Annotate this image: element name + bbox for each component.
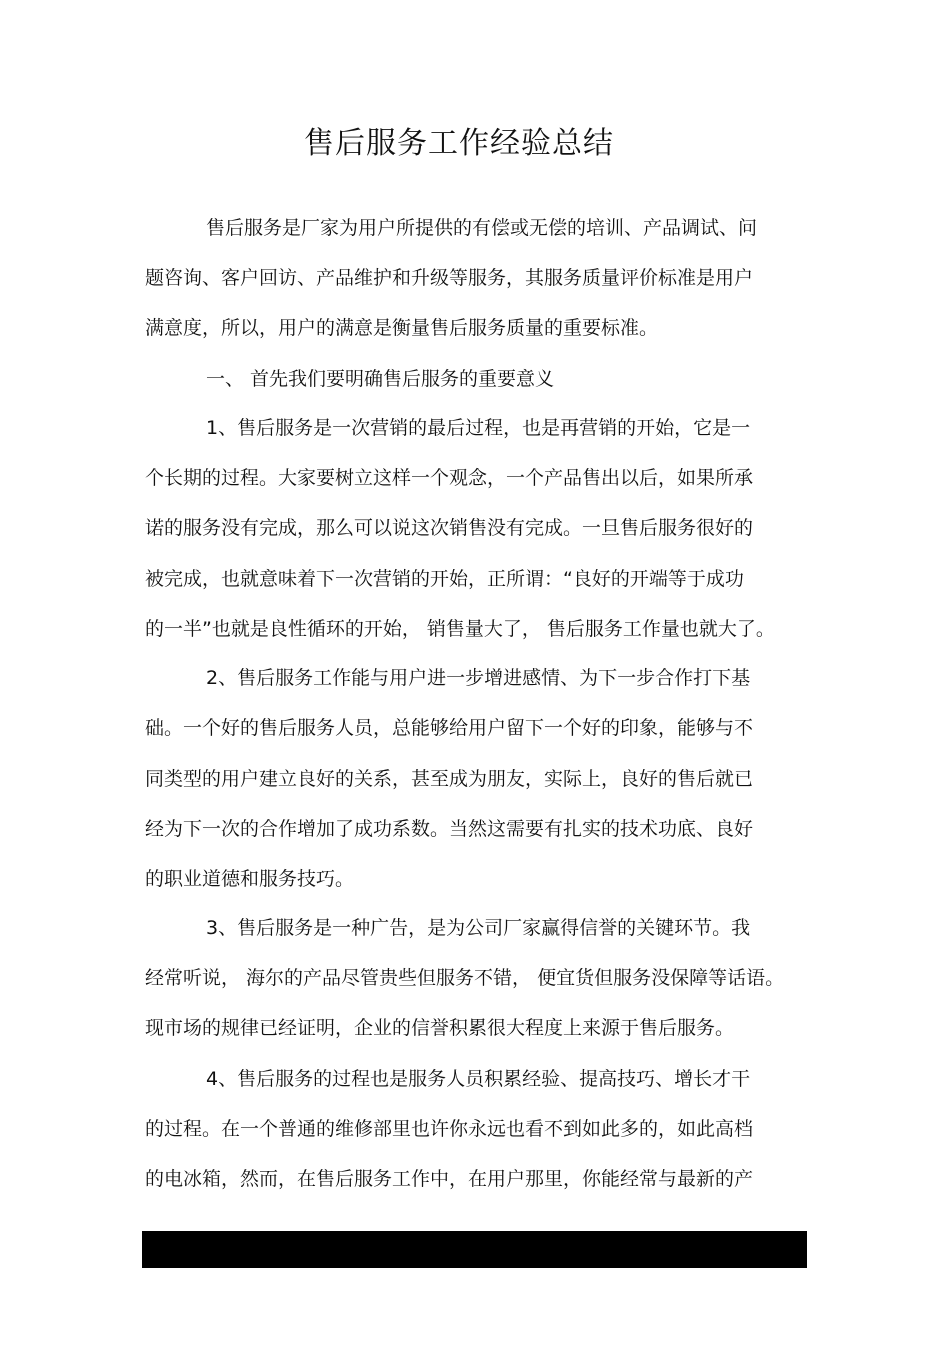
paragraph-line: 个长期的过程。大家要树立这样一个观念，一个产品售出以后，如果所承 — [145, 467, 754, 489]
paragraph-line: 被完成，也就意味着下一次营销的开始，正所谓：“良好的开端等于成功 — [145, 568, 744, 590]
paragraph-line: 的一半”也就是良性循环的开始， 销售量大了， 售后服务工作量也就大了。 — [145, 618, 775, 640]
paragraph-line: 的电冰箱，然而，在售后服务工作中，在用户那里，你能经常与最新的产 — [145, 1168, 754, 1190]
document-title: 售后服务工作经验总结 — [304, 126, 614, 161]
paragraph-line: 满意度，所以，用户的满意是衡量售后服务质量的重要标准。 — [145, 317, 659, 339]
paragraph-line: 的过程。在一个普通的维修部里也许你永远也看不到如此多的，如此高档 — [145, 1118, 754, 1140]
paragraph-line: 3、售后服务是一种广告，是为公司厂家赢得信誉的关键环节。我 — [206, 917, 751, 939]
paragraph-line: 础。一个好的售后服务人员，总能够给用户留下一个好的印象，能够与不 — [145, 717, 754, 739]
paragraph-line: 现市场的规律已经证明，企业的信誉积累很大程度上来源于售后服务。 — [145, 1017, 735, 1039]
footer-bar — [142, 1231, 807, 1268]
paragraph-line: 的职业道德和服务技巧。 — [145, 868, 355, 890]
paragraph-line: 经为下一次的合作增加了成功系数。当然这需要有扎实的技术功底、良好 — [145, 818, 754, 840]
paragraph-line: 经常听说， 海尔的产品尽管贵些但服务不错， 便宜货但服务没保障等话语。 — [145, 967, 785, 989]
paragraph-line: 4、售后服务的过程也是服务人员积累经验、提高技巧、增长才干 — [206, 1068, 751, 1090]
paragraph-line: 诺的服务没有完成，那么可以说这次销售没有完成。一旦售后服务很好的 — [145, 517, 754, 539]
paragraph-line: 2、售后服务工作能与用户进一步增进感情、为下一步合作打下基 — [206, 667, 751, 689]
paragraph-line: 1、售后服务是一次营销的最后过程，也是再营销的开始，它是一 — [206, 417, 751, 439]
paragraph-line: 题咨询、客户回访、产品维护和升级等服务，其服务质量评价标准是用户 — [145, 267, 754, 289]
paragraph-line: 售后服务是厂家为用户所提供的有偿或无偿的培训、产品调试、问 — [206, 217, 758, 239]
section-heading: 一、 首先我们要明确售后服务的重要意义 — [206, 368, 555, 390]
paragraph-line: 同类型的用户建立良好的关系，甚至成为朋友，实际上，良好的售后就已 — [145, 768, 754, 790]
